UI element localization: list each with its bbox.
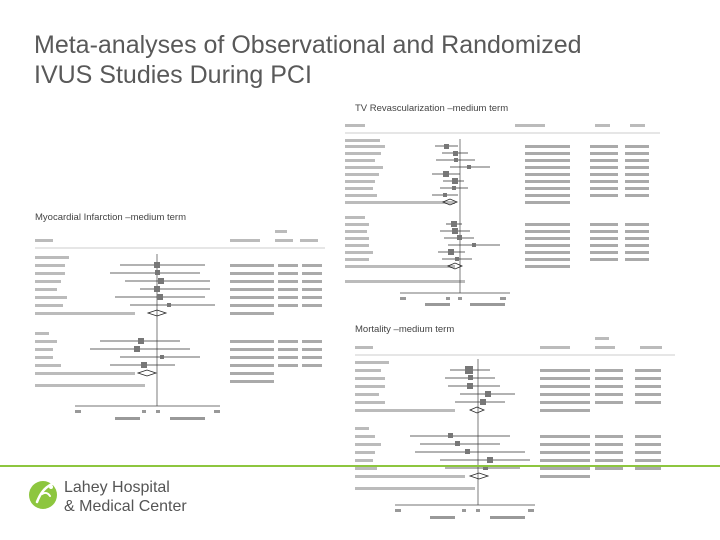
slide-title-line1: Meta-analyses of Observational and Randomized — [34, 31, 582, 59]
tv-forest-plot-image — [340, 115, 670, 310]
hospital-logo-text — [64, 478, 187, 516]
mi-forest-plot-image — [30, 224, 330, 424]
mortality-forest-plot-image — [350, 335, 680, 530]
logo-line1: Lahey Hospital — [64, 479, 170, 496]
hospital-logo-icon — [28, 476, 62, 519]
slide-title-line2: IVUS Studies During PCI — [34, 61, 312, 89]
mortality-plot-label: Mortality –medium term — [355, 324, 455, 335]
logo-line2: & Medical Center — [64, 498, 187, 515]
slide-title — [34, 30, 674, 90]
tv-plot-label: TV Revascularization –medium term — [355, 103, 509, 114]
mi-plot-label: Myocardial Infarction –medium term — [35, 212, 186, 223]
footer-accent-line — [0, 465, 720, 467]
